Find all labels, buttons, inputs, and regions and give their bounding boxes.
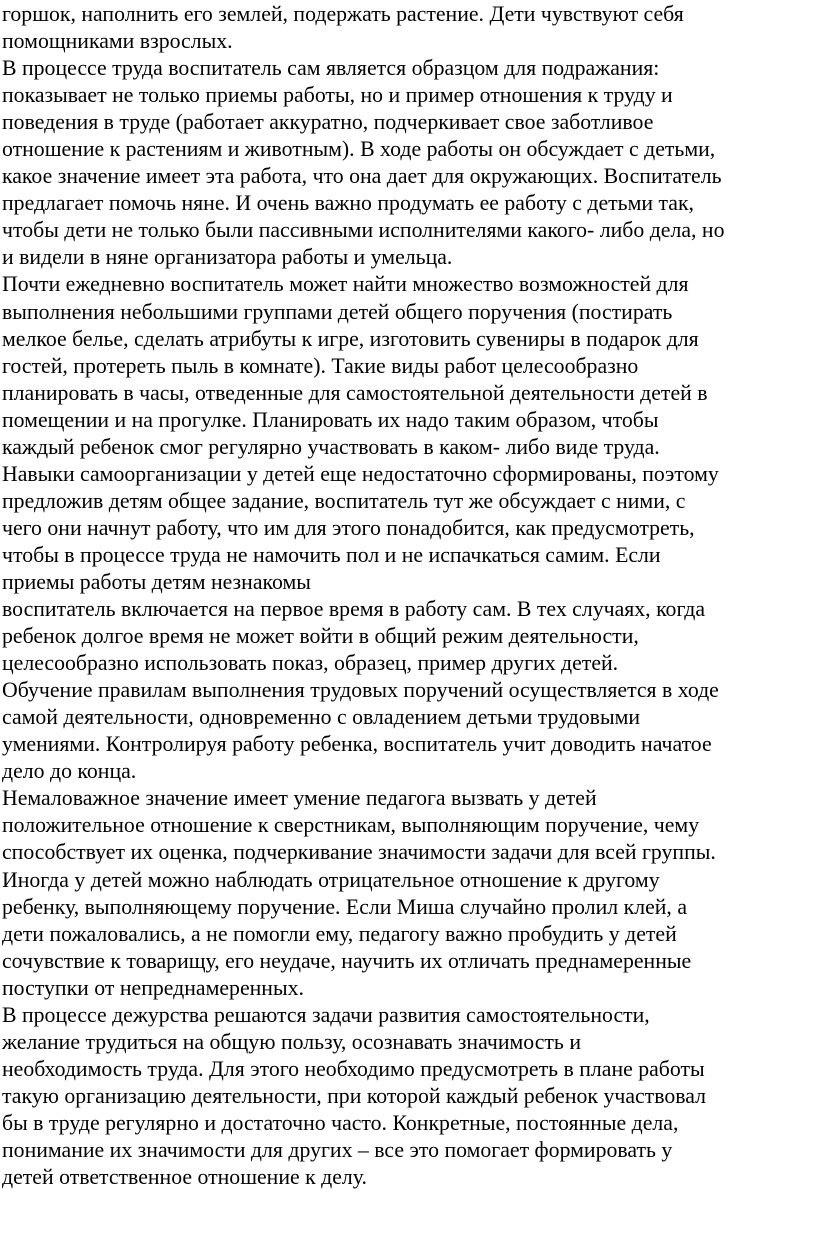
text-line: каждый ребенок смог регулярно участвовать в каком- либо виде труда. <box>2 434 660 459</box>
text-line: Немаловажное значение имеет умение педагога вызвать у детей <box>2 786 597 811</box>
text-line: какое значение имеет эта работа, что она дает для окружающих. Воспитатель <box>2 164 722 189</box>
text-line: способствует их оценка, подчеркивание значимости задачи для всей группы. <box>2 840 716 865</box>
paragraph-3 <box>2 271 816 460</box>
text-line: горшок, наполнить его землей, подержать растение. Дети чувствуют себя <box>2 2 684 26</box>
text-line: приемы работы детям незнакомы <box>2 569 311 594</box>
text-line: планировать в часы, отведенные для самостоятельной деятельности детей в <box>2 380 708 405</box>
text-line: Почти ежедневно воспитатель может найти множество возможностей для <box>2 272 689 297</box>
text-line: положительное отношение к сверстникам, выполняющим поручение, чему <box>2 813 700 838</box>
paragraph-4 <box>2 461 816 596</box>
text-line: мелкое белье, сделать атрибуты к игре, изготовить сувениры в подарок для <box>2 326 699 351</box>
text-line: Обучение правилам выполнения трудовых поручений осуществляется в ходе <box>2 678 719 703</box>
text-line: помещении и на прогулке. Планировать их надо таким образом, чтобы <box>2 407 659 432</box>
text-line: отношение к растениям и животным). В ходе работы он обсуждает с детьми, <box>2 137 716 162</box>
text-line: сочувствие к товарищу, его неудаче, научить их отличать преднамеренные <box>2 948 692 973</box>
text-line: бы в труде регулярно и достаточно часто. Конкретные, постоянные дела, <box>2 1110 679 1135</box>
text-line: детей ответственное отношение к делу. <box>2 1165 367 1190</box>
paragraph-7 <box>2 785 816 1001</box>
text-line: помощниками взрослых. <box>2 29 233 54</box>
text-line: дело до конца. <box>2 759 137 784</box>
paragraph-8 <box>2 1002 816 1191</box>
text-line: гостей, протереть пыль в комнате). Такие виды работ целесообразно <box>2 353 639 378</box>
text-line: чтобы дети не только были пассивными исполнителями какого- либо дела, но <box>2 218 725 243</box>
text-line: и видели в няне организатора работы и умельца. <box>2 245 453 270</box>
paragraph-1 <box>2 1 816 55</box>
text-line: чего они начнут работу, что им для этого понадобится, как предусмотреть, <box>2 515 695 540</box>
text-line: предложив детям общее задание, воспитатель тут же обсуждает с ними, с <box>2 488 686 513</box>
paragraph-2 <box>2 55 816 271</box>
text-line: показывает не только приемы работы, но и пример отношения к труду и <box>2 83 673 108</box>
paragraph-5 <box>2 596 816 677</box>
text-line: поведения в труде (работает аккуратно, подчеркивает свое заботливое <box>2 110 654 135</box>
paragraph-6 <box>2 677 816 785</box>
text-line: чтобы в процессе труда не намочить пол и не испачкаться самим. Если <box>2 542 661 567</box>
text-line: самой деятельности, одновременно с овладением детьми трудовыми <box>2 705 641 730</box>
text-line: понимание их значимости для других – все это помогает формировать у <box>2 1137 673 1162</box>
text-line: необходимость труда. Для этого необходимо предусмотреть в плане работы <box>2 1056 705 1081</box>
text-line: дети пожаловались, а не помогли ему, педагогу важно пробудить у детей <box>2 921 677 946</box>
text-line: желание трудиться на общую пользу, осознавать значимость и <box>2 1029 581 1054</box>
text-line: ребенок долгое время не может войти в общий режим деятельности, <box>2 624 639 649</box>
text-line: целесообразно использовать показ, образец, пример других детей. <box>2 651 619 676</box>
text-line: такую организацию деятельности, при которой каждый ребенок участвовал <box>2 1083 706 1108</box>
text-line: В процессе дежурства решаются задачи развития самостоятельности, <box>2 1002 650 1027</box>
text-line: Иногда у детей можно наблюдать отрицательное отношение к другому <box>2 867 660 892</box>
text-line: В процессе труда воспитатель сам является образцом для подражания: <box>2 56 660 81</box>
text-line: умениями. Контролируя работу ребенка, воспитатель учит доводить начатое <box>2 732 712 757</box>
text-line: воспитатель включается на первое время в работу сам. В тех случаях, когда <box>2 597 706 622</box>
text-line: поступки от непреднамеренных. <box>2 975 304 1000</box>
text-line: Навыки самоорганизации у детей еще недостаточно сформированы, поэтому <box>2 461 719 486</box>
text-line: ребенку, выполняющему поручение. Если Миша случайно пролил клей, а <box>2 894 688 919</box>
text-line: предлагает помочь няне. И очень важно продумать ее работу с детьми так, <box>2 191 695 216</box>
text-line: выполнения небольшими группами детей общего поручения (постирать <box>2 299 673 324</box>
